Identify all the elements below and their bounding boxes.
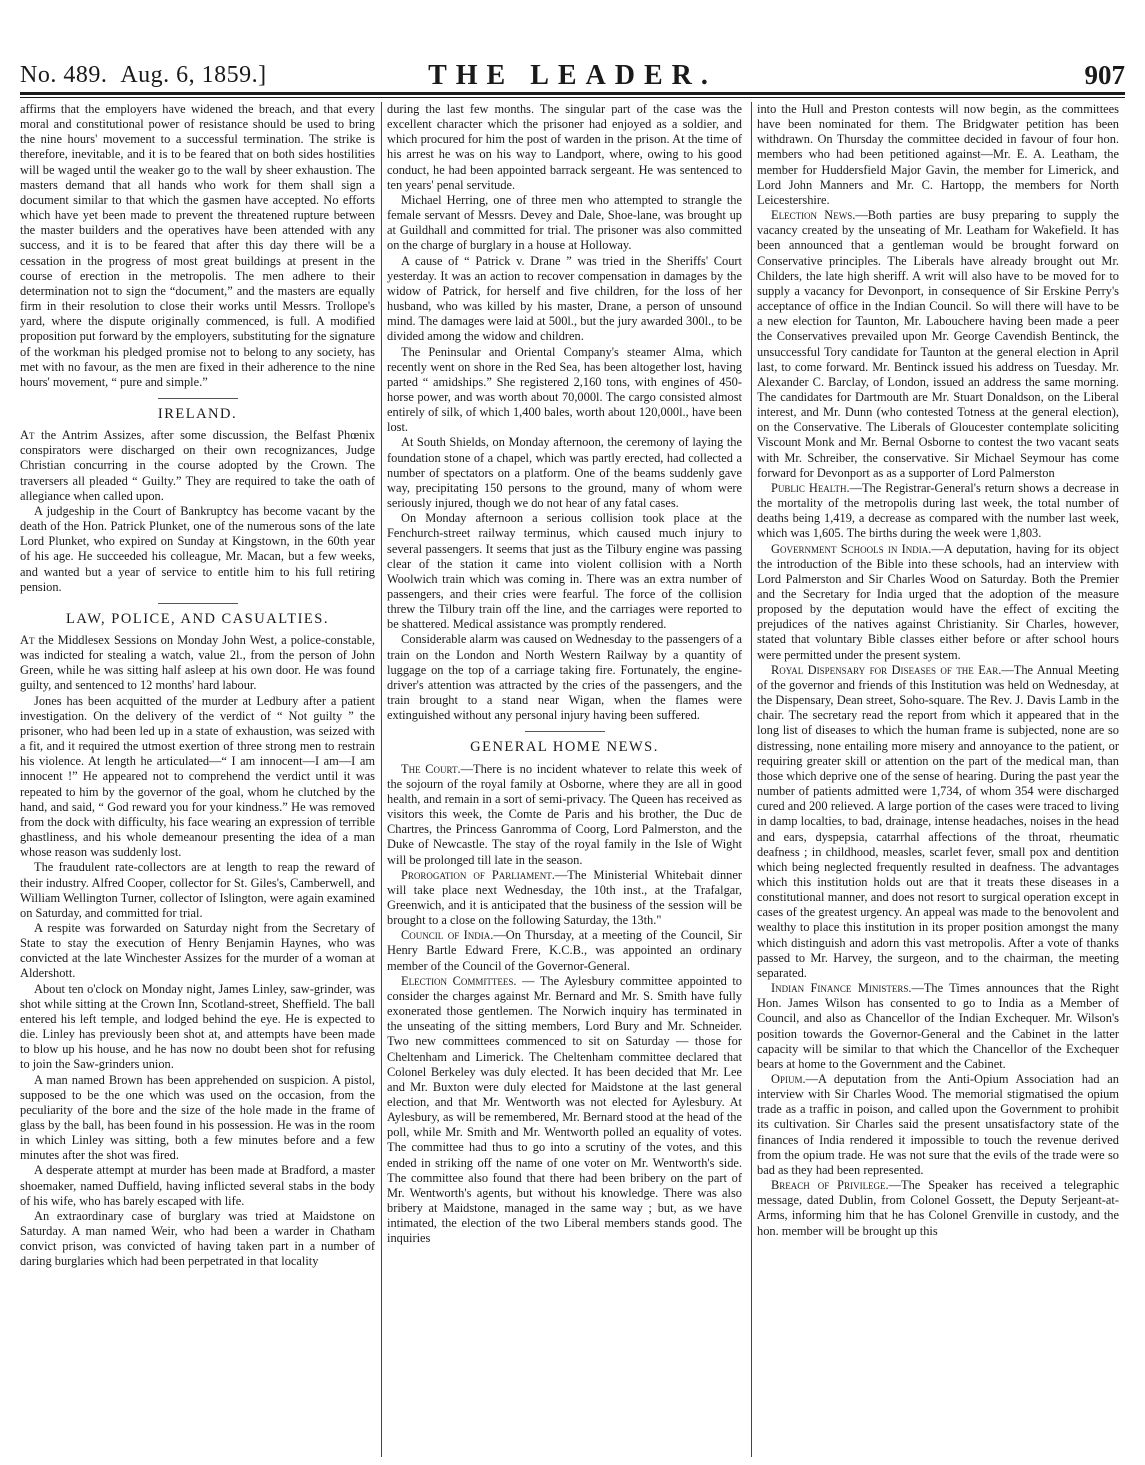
article-paragraph [757,1072,1119,1178]
paragraph-text: the Middlesex Sessions on Monday John West, a police-constable, was indicted for stealing a watch, value 2l., from the person of John Green, while he was sitting half asleep at his own door. He was found guilty, and sentenced to 12 months' hard labour. [20,633,375,693]
article-paragraph: The fraudulent rate-collectors are at length to reap the reward of their industry. Alfred Cooper, collector for St. Giles's, Camberwell, and William Wellington Turner, collector of Islington, were again examined on Saturday, and committed for trial. [20,860,375,920]
article-paragraph: A cause of “ Patrick v. Drane ” was tried in the Sheriffs' Court yesterday. It was an action to recover compensation in damages by the widow of Patrick, for herself and five children, for the loss of her husband, who was killed by his master, Drane, a person of unsound mind. The damages were laid at 500l., but the jury awarded 300l., to be divided among the widow and children. [387,253,742,344]
article-paragraph [757,481,1119,542]
article-paragraph [757,1178,1119,1239]
paragraph-text: — The Aylesbury committee appointed to consider the charges against Mr. Bernard and Mr. S. Smith have fully exonerated those gentlemen. The Norwich inquiry has terminated in the unseating of the sitting members, Lord Bury and Mr. Schneider. Two new committees commenced to sit on Saturday — those for Cheltenham and Limerick. The Cheltenham committee declared that Colonel Berkeley was duly elected. It has been decided that Mr. Lee and Mr. Buxton were duly elected for Maidstone at the last general election, and that Mr. Wentworth was not elected for Aylesbury. At Aylesbury, as will be remembered, Mr. Bernard stood at the head of the poll, while Mr. Smith and Mr. Wentworth polled an equality of votes. The committee had thus to go into a scrutiny of the votes, and this ended in striking off the name of one voter on Mr. Wentworth's side. The committee also found that there had been bribery on the part of Mr. Wentworth's agents, but without his knowledge. There was also bribery at Maidstone, managed in the same way ; but, as we have intimated, the election of the two Liberal members stands good. The inquiries [387,973,742,1246]
newspaper-title: THE LEADER. [428,60,717,91]
lead-word: Royal Dispensary for Diseases of the Ear. [771,662,1002,677]
article-paragraph: At South Shields, on Monday afternoon, the ceremony of laying the foundation stone of a chapel, which was partly erected, had collected a number of spectators on a platform. One of the beams suddenly gave way, precipitating 150 persons to the ground, many of whom were seriously injured, though we do not hear of any fatal cases. [387,435,742,511]
paragraph-text: —The Ministerial Whitebait dinner will take place next Wednesday, the 10th inst., at the Trafalgar, Greenwich, and it is anticipated that the business of the session will be brought to a close on the following Saturday, the 13th." [387,867,742,928]
masthead-rule-thin [20,97,1125,98]
article-paragraph: Michael Herring, one of three men who attempted to strangle the female servant of Messrs. Devey and Dale, Shoe-lane, was brought up at Guildhall and committed for trial. The prisoner was also committed on the charge of burglary in a house at Holloway. [387,192,742,253]
column-2 [387,102,742,1457]
section-divider [158,603,238,604]
paragraph-text: —The Speaker has received a telegraphic message, dated Dublin, from Colonel Gossett, the Deputy Serjeant-at-Arms, informing him that he has Colonel Grenville in custody, and the hon. member will be brought up this [757,1178,1119,1238]
paragraph-text: —The Times announces that the Right Hon. James Wilson has consented to go to India as a Member of Council, and also as Chancellor of the Indian Exchequer. Mr. Wilson's position towards the Governor-General and the Cabinet in the latter capacity will be similar to that which the Chancellor of the Exchequer bears at home to the Government and the Cabinet. [757,981,1119,1071]
article-paragraph: A man named Brown has been apprehended on suspicion. A pistol, supposed to be the one which was used on the occasion, from the peculiarity of the bore and the size of the hole made in the frame of glass by the ball, has been found in his possession. He was in the room in which Linley was sitting, both a few minutes before and a few minutes after the shot was fired. [20,1072,375,1163]
lead-word: At [20,428,35,443]
article-paragraph: The Peninsular and Oriental Company's steamer Alma, which recently went on shore in the Red Sea, has been altogether lost, having parted “ amidships.” She registered 2,160 tons, with engines of 450-horse power, and was worth about 70,000l. The cargo consisted almost entirely of silk, of which 1,400 bales, worth about 120,000l., have been lost. [387,344,742,435]
article-paragraph [757,542,1119,663]
column-divider [381,102,382,1457]
section-heading-ireland: IRELAND. [157,405,238,422]
article-paragraph: into the Hull and Preston contests will now begin, as the committees have been nominated for them. The Bridgwater petition has been withdrawn. On Thursday the committee decided in favour of four hon. members who had been petitioned against—Mr. E. A. Leatham, the member for Huddersfield Major Gavin, the member for Limerick, and Lord John Manners and Mr. C. Hartopp, the members for North Leicestershire. [757,102,1119,207]
article-paragraph: An extraordinary case of burglary was tried at Maidstone on Saturday. A man named Weir, who had been a warder in Chatham convict prison, was convicted of having taken part in a number of daring burglaries which had been perpetrated in that locality [20,1208,375,1269]
lead-word: Election News. [771,208,856,223]
paragraph-text: —Both parties are busy preparing to supply the vacancy created by the unseating of Mr. Leatham for Wakefield. It has been announced that a gentleman would be brought forward on Conservative principles. The Liberals have already brought out Mr. Childers, the late high sheriff. A writ will also have to be moved for to supply a vacancy for Devonport, in consequence of Sir Erskine Perry's acceptance of office in the Indian Council. So will there will have to be a new election for Taunton, Mr. Labouchere having been made a peer the Conservatives prevailed upon Mr. George Cavendish Bentinck, the unsuccessful Tory candidate for Taunton at the general election in April last, to come forward. Mr. Bentinck issued his address on Tuesday. Mr. Alexander C. Barclay, of London, issued an address the same morning. The candidates for Dartmouth are Mr. Stuart Donaldson, on the Liberal interest, and Mr. Dunn (who contested Totness at the general election), on the Conservative. The Liberals of Gloucester contemplate soliciting Viscount Monk and Mr. Bernal Osborne to contest the two vacant seats with Mr. Schreiber, the conservative. Sir Michael Seymour has come forward for Devonport as as a supporter of Lord Palmerston [757,208,1119,480]
article-paragraph [757,981,1119,1072]
issue-number: No. 489. [20,62,108,88]
paragraph-text: —There is no incident whatever to relate this week of the sojourn of the royal family at Osborne, where they are all in good health, and remain in a sort of semi-privacy. The Queen has received as visitors this week, the Comte de Paris and his brother, the Duc de Chartres, the Princess Ganromma of Coorg, Lord Palmerston, and the Duke of Newcastle. The stay of the royal family in the Isle of Wight will be prolonged till late in the season. [387,761,742,867]
paragraph-text: the Antrim Assizes, after some discussion, the Belfast Phœnix conspirators were discharged on their own recognizances, Judge Christian concurring in the course adopted by the Crown. The traversers all pleaded “ Guilty.” They are required to take the oath of allegiance when called upon. [20,428,375,503]
article-paragraph: A respite was forwarded on Saturday night from the Secretary of State to stay the execution of Henry Benjamin Haynes, who was convicted at the late Winchester Assizes for the murder of a woman at Aldershott. [20,920,375,981]
column-divider [751,102,752,1457]
lead-word: Prorogation of Parliament. [401,867,555,882]
column-3 [757,102,1119,1457]
page-number: 907 [1084,60,1125,90]
paragraph-text: —On Thursday, at a meeting of the Council, Sir Henry Bartle Edward Frere, K.C.B., was appointed an ordinary member of the Council of the Governor-General. [387,928,742,973]
section-heading-law: LAW, POLICE, AND CASUALTIES. [66,610,329,627]
article-paragraph [20,633,375,694]
article-paragraph [387,928,742,973]
lead-word: Election Committees. [401,973,517,988]
paragraph-text: —The Annual Meeting of the governor and friends of this Institution was held on Wednesday, at the Dispensary, Dean street, Soho-square. The Rev. J. Davis Lamb in the chair. The secretary read the report from which it appeared that in the long list of diseases to which the human frame is subjected, none are so distressing, none entailing more misery and annoyance to the patient, or requiring greater skill or attention on the part of the medical man, than those which deprive one of the sense of hearing. During the past year the number of patients admitted were 1,734, of whom 354 were discharged cured and 200 relieved. A large portion of the cases were traced to living in damp localties, to bad, drainage, intense headaches, noises in the head and ears, dyspepsia, catarrhal affections of the throat, rheumatic deafness ; in childhood, measles, scarlet fever, small pox and dentition which being neglected frequently resulted in deafness. The advantages which this institution holds out are that it treats these diseases in a constitutional manner, and does not resort to surgical operation except in cases of the greatest urgency. An appeal was made to the benovolent and wealthy to place this institution in its proper position amongst the many which distinguish and adorn this vast metropolis. After a vote of thanks passed to Mr. Harvey, the surgeon, and to the chairman, the meeting separated. [757,662,1119,980]
column-1 [20,102,375,1457]
paragraph-text: —A deputation from the Anti-Opium Association had an interview with Sir Charles Wood. The memorial stigmatised the opium trade as a traffic in poison, and called upon the Government to prohibit its cultivation. Sir Charles said the present unsatisfactory state of the finances of India rendered it impossible to touch the revenue derived from the opium trade. He was not sure that the evils of the trade were so bad as they had been represented. [757,1072,1119,1177]
article-paragraph: On Monday afternoon a serious collision took place at the Fenchurch-street railway terminus, which caused much injury to several passengers. It seems that just as the Tilbury engine was passing clear of the station it came into violent collision with a North Woolwich train which was coming in. There was an extra number of passengers, and their cries were fearful. The force of the collision threw the Tilbury train off the line, and the carriages were reported to be shattered. Medical assistance was promptly rendered. [387,511,742,632]
issue-date: Aug. 6, 1859.] [120,62,267,88]
lead-word: Breach of Privilege. [771,1178,889,1193]
article-paragraph: A judgeship in the Court of Bankruptcy has become vacant by the death of the Hon. Patrick Plunket, one of the numerous sons of the late Lord Plunket, who expired on Sunday at Kingstown, in the 60th year of his age. He succeeded his colleague, Mr. Macan, but a few weeks, and wanted but a year of service to entitle him to his full retiring pension. [20,503,375,594]
article-paragraph [757,663,1119,981]
article-paragraph: Considerable alarm was caused on Wednesday to the passengers of a train on the London and North Western Railway by a quantity of luggage on the top of a carriage taking fire. Fortunately, the engine-driver's attention was attracted by the cries of the passengers, and the train brought to a stand near Wigan, when the flames were extinguished without any personal injury having been suffered. [387,632,742,723]
article-paragraph [757,208,1119,481]
article-paragraph: A desperate attempt at murder has been made at Bradford, a master shoemaker, named Duffield, having inflicted several stabs in the body of his wife, who has barely escaped with life. [20,1163,375,1208]
article-paragraph: affirms that the employers have widened the breach, and that every moral and constitutional power of resistance should be used to bring the nine hours' movement to a successful termination. The strike is therefore, inevitable, and it is to be feared that on both sides hostilities will be waged until the weaker go to the wall by sheer exhaustion. The masters demand that all hands who work for them shall sign a document similar to that which the gasmen have accepted. No efforts which have yet been made to prevent the threatened rupture between the master builders and the operatives have been attended with any success, and it is to be feared that after this day there will be a cessation in the progress of most great buildings at present in the course of erection in the metropolis. The men adhere to their determination not to sign the “document,” and the masters are equally firm in their resolution to close their works until Messrs. Trollope's yard, where the dispute originally commenced, is full. A modified proposition put forward by the employers, substituting for the signature of the workman his pledged promise not to belong to any society, has met with no favour, as the men are fixed in their adherence to the nine hours' movement, “ pure and simple.” [20,102,375,389]
section-heading-home-news: GENERAL HOME NEWS. [470,739,659,756]
masthead [20,58,1125,94]
article-paragraph [387,974,742,1247]
article-paragraph: Jones has been acquitted of the murder at Ledbury after a patient investigation. On the delivery of the verdict of “ Not guilty ” the prisoner, who had been led up in a state of exhaustion, was seized with a fit, and it required the utmost exertion of three strong men to restrain his violence. At length he articulated—“ I am innocent—I am—I am innocent !” He appeared not to comprehend the verdict until it was repeated to him by the governor of the goal, whom he clutched by the hand, and said, “ God reward you for your kindness.” He was removed from the dock with difficulty, his face wearing an expression of terrible ghastliness, and his whole demeanour presenting the idea of a man whose reason was suddenly lost. [20,693,375,860]
article-paragraph [20,428,375,504]
section-divider [525,731,605,732]
article-paragraph [387,868,742,929]
lead-word: Indian Finance Ministers. [771,981,912,996]
paragraph-text: —A deputation, having for its object the introduction of the Bible into these schools, had an interview with Lord Palmerston and Sir Charles Wood on Saturday. Both the Premier and the Secretary for India urged that the adoption of the measure proposed by the deputation would have the effect of exciting the prejudices of the natives against Christianity. Sir Charles, however, stated that voluntary Bible classes either before or after school hours were permitted under the present system. [757,541,1119,662]
lead-word: Government Schools in India. [771,541,932,556]
article-paragraph: About ten o'clock on Monday night, James Linley, saw-grinder, was shot while sitting at the Crown Inn, Scotland-street, Sheffield. The ball entered his left temple, and lodged behind the eye. He is expected to die. Linley has previously been shot at, and attempts have been made to blow up his house, and he has now no doubt been shot for refusing to join the Saw-grinders union. [20,981,375,1072]
article-paragraph: during the last few months. The singular part of the case was the excellent character which the prisoner had enjoyed as a soldier, and which procured for him the post of warden in the prison. At the time of his arrest he was on his way to Landport, where, owing to his good conduct, he had been appointed barrack sergeant. He was sentenced to ten years' penal servitude. [387,102,742,192]
lead-word: Opium. [771,1072,806,1086]
newspaper-page [20,0,1125,1465]
lead-word: At [20,633,35,647]
article-paragraph [387,762,742,868]
section-divider [158,398,238,399]
masthead-rule-thick [20,92,1125,95]
lead-word: Public Health. [771,480,850,495]
paragraph-text: —The Registrar-General's return shows a decrease in the mortality of the metropolis during last week, the total number of deaths being 1,419, a decrease as compared with the number last week, which was 1,605. The births during the week were 1,803. [757,480,1119,541]
lead-word: The Court. [401,761,461,776]
lead-word: Council of India. [401,928,494,943]
